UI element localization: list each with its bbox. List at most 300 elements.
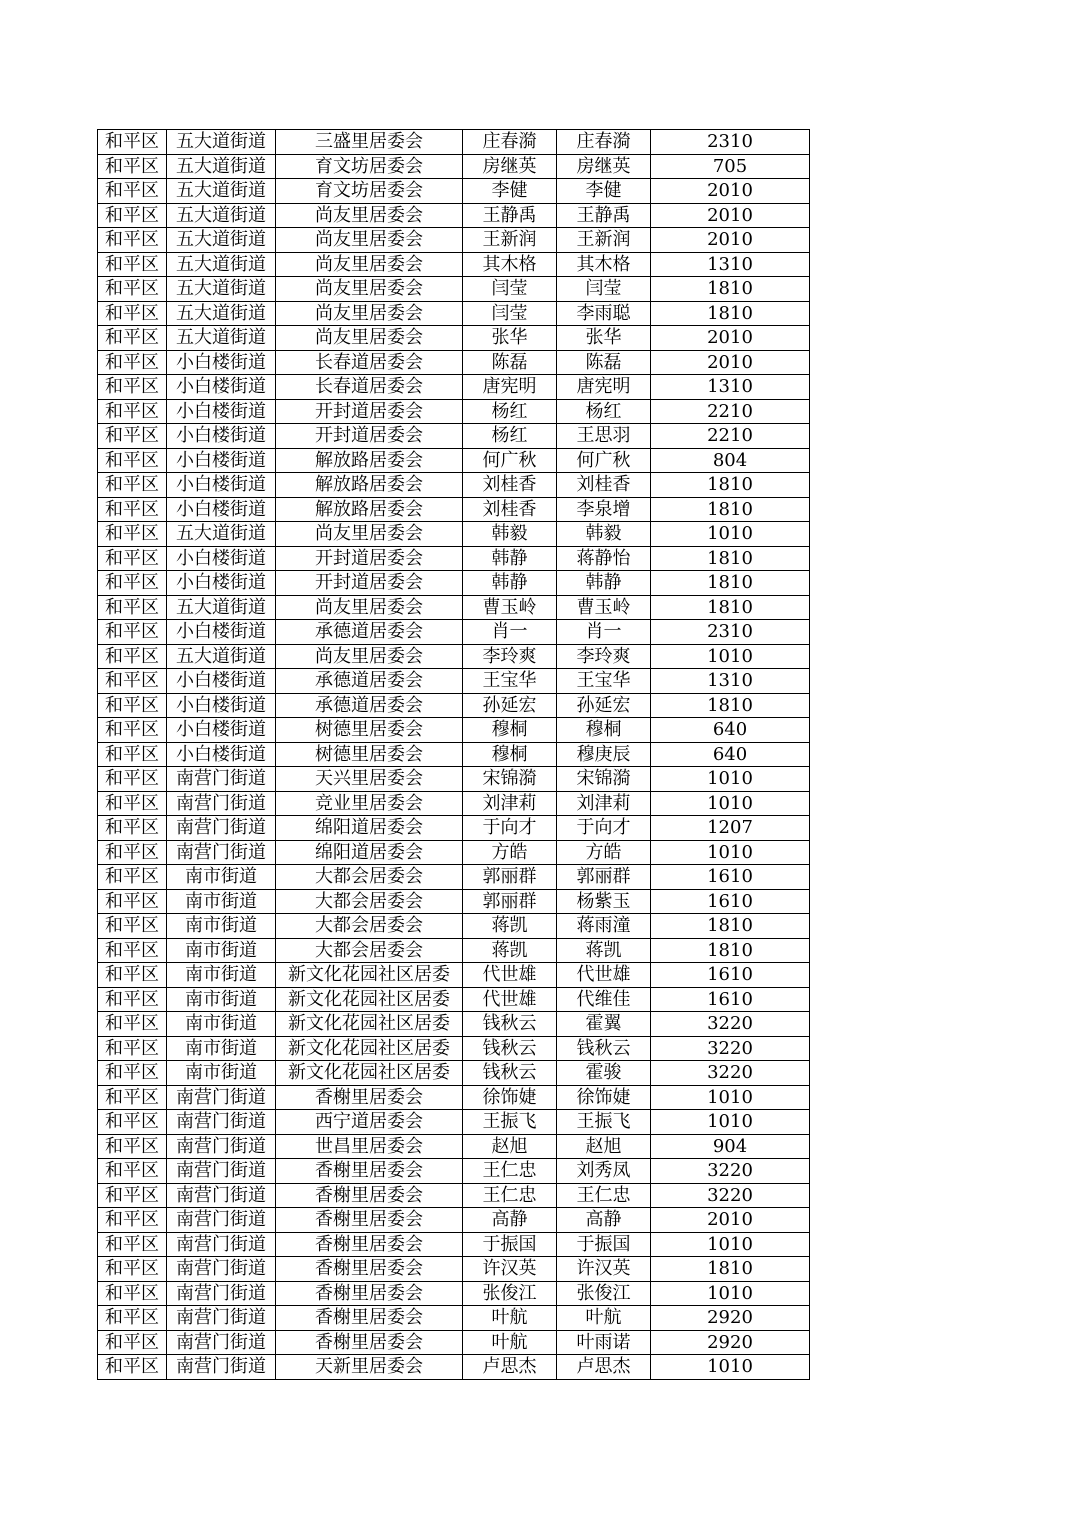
street-cell: 南市街道 <box>167 963 276 988</box>
table-row <box>98 767 810 792</box>
member-cell: 王振飞 <box>557 1110 651 1135</box>
district-cell: 和平区 <box>98 669 167 694</box>
amount-cell: 2010 <box>651 203 810 228</box>
member-cell: 王新润 <box>557 228 651 253</box>
member-cell: 高静 <box>557 1208 651 1233</box>
committee-cell: 大都会居委会 <box>276 865 463 890</box>
committee-cell: 香榭里居委会 <box>276 1208 463 1233</box>
district-cell: 和平区 <box>98 693 167 718</box>
member-cell: 房继英 <box>557 154 651 179</box>
amount-cell: 1810 <box>651 546 810 571</box>
amount-cell: 1810 <box>651 595 810 620</box>
amount-cell: 1610 <box>651 889 810 914</box>
district-cell: 和平区 <box>98 546 167 571</box>
district-cell: 和平区 <box>98 154 167 179</box>
district-cell: 和平区 <box>98 473 167 498</box>
amount-cell: 1610 <box>651 987 810 1012</box>
committee-cell: 开封道居委会 <box>276 571 463 596</box>
member-cell: 代世雄 <box>557 963 651 988</box>
district-cell: 和平区 <box>98 816 167 841</box>
committee-cell: 尚友里居委会 <box>276 644 463 669</box>
member-cell: 穆庚辰 <box>557 742 651 767</box>
committee-cell: 香榭里居委会 <box>276 1257 463 1282</box>
district-cell: 和平区 <box>98 571 167 596</box>
amount-cell: 705 <box>651 154 810 179</box>
member-cell: 叶雨诺 <box>557 1330 651 1355</box>
applicant-cell: 杨红 <box>463 399 557 424</box>
applicant-cell: 王仁忠 <box>463 1183 557 1208</box>
district-cell: 和平区 <box>98 840 167 865</box>
applicant-cell: 代世雄 <box>463 987 557 1012</box>
applicant-cell: 陈磊 <box>463 350 557 375</box>
committee-cell: 承德道居委会 <box>276 620 463 645</box>
member-cell: 赵旭 <box>557 1134 651 1159</box>
applicant-cell: 蒋凯 <box>463 914 557 939</box>
street-cell: 小白楼街道 <box>167 693 276 718</box>
amount-cell: 1810 <box>651 693 810 718</box>
amount-cell: 1207 <box>651 816 810 841</box>
table-row <box>98 203 810 228</box>
district-cell: 和平区 <box>98 1036 167 1061</box>
applicant-cell: 郭丽群 <box>463 865 557 890</box>
district-cell: 和平区 <box>98 1306 167 1331</box>
district-cell: 和平区 <box>98 644 167 669</box>
table-row <box>98 938 810 963</box>
street-cell: 南市街道 <box>167 987 276 1012</box>
applicant-cell: 张俊江 <box>463 1281 557 1306</box>
amount-cell: 2920 <box>651 1330 810 1355</box>
district-cell: 和平区 <box>98 203 167 228</box>
amount-cell: 904 <box>651 1134 810 1159</box>
amount-cell: 1810 <box>651 473 810 498</box>
table-row <box>98 718 810 743</box>
member-cell: 何广秋 <box>557 448 651 473</box>
member-cell: 王宝华 <box>557 669 651 694</box>
member-cell: 穆桐 <box>557 718 651 743</box>
applicant-cell: 叶航 <box>463 1306 557 1331</box>
district-cell: 和平区 <box>98 1257 167 1282</box>
street-cell: 南市街道 <box>167 914 276 939</box>
district-cell: 和平区 <box>98 179 167 204</box>
street-cell: 南营门街道 <box>167 1330 276 1355</box>
table-row <box>98 644 810 669</box>
applicant-cell: 王静禹 <box>463 203 557 228</box>
amount-cell: 2010 <box>651 350 810 375</box>
member-cell: 于向才 <box>557 816 651 841</box>
member-cell: 韩静 <box>557 571 651 596</box>
member-cell: 钱秋云 <box>557 1036 651 1061</box>
amount-cell: 1010 <box>651 1110 810 1135</box>
committee-cell: 树德里居委会 <box>276 742 463 767</box>
table-row <box>98 375 810 400</box>
applicant-cell: 李玲爽 <box>463 644 557 669</box>
amount-cell: 3220 <box>651 1012 810 1037</box>
table-row <box>98 1208 810 1233</box>
table-row <box>98 1306 810 1331</box>
table-row <box>98 742 810 767</box>
member-cell: 庄春漪 <box>557 130 651 155</box>
member-cell: 王思羽 <box>557 424 651 449</box>
street-cell: 南市街道 <box>167 938 276 963</box>
member-cell: 孙延宏 <box>557 693 651 718</box>
street-cell: 小白楼街道 <box>167 718 276 743</box>
table-row <box>98 252 810 277</box>
table-row <box>98 620 810 645</box>
member-cell: 于振国 <box>557 1232 651 1257</box>
amount-cell: 1010 <box>651 1355 810 1380</box>
street-cell: 五大道街道 <box>167 130 276 155</box>
member-cell: 闫莹 <box>557 277 651 302</box>
table-row <box>98 350 810 375</box>
applicant-cell: 宋锦漪 <box>463 767 557 792</box>
applicant-cell: 叶航 <box>463 1330 557 1355</box>
applicant-cell: 韩静 <box>463 546 557 571</box>
table-row <box>98 1134 810 1159</box>
member-cell: 刘秀凤 <box>557 1159 651 1184</box>
amount-cell: 1610 <box>651 963 810 988</box>
committee-cell: 开封道居委会 <box>276 546 463 571</box>
committee-cell: 尚友里居委会 <box>276 203 463 228</box>
member-cell: 蒋静怡 <box>557 546 651 571</box>
street-cell: 南营门街道 <box>167 1085 276 1110</box>
member-cell: 王仁忠 <box>557 1183 651 1208</box>
applicant-cell: 曹玉岭 <box>463 595 557 620</box>
amount-cell: 1010 <box>651 1232 810 1257</box>
applicant-cell: 钱秋云 <box>463 1061 557 1086</box>
committee-cell: 三盛里居委会 <box>276 130 463 155</box>
member-cell: 肖一 <box>557 620 651 645</box>
applicant-cell: 闫莹 <box>463 277 557 302</box>
applicant-cell: 何广秋 <box>463 448 557 473</box>
amount-cell: 1810 <box>651 1257 810 1282</box>
street-cell: 五大道街道 <box>167 179 276 204</box>
applicant-cell: 穆桐 <box>463 718 557 743</box>
street-cell: 南市街道 <box>167 889 276 914</box>
committee-cell: 大都会居委会 <box>276 889 463 914</box>
street-cell: 五大道街道 <box>167 326 276 351</box>
committee-cell: 长春道居委会 <box>276 350 463 375</box>
table-row <box>98 228 810 253</box>
district-cell: 和平区 <box>98 889 167 914</box>
amount-cell: 1810 <box>651 914 810 939</box>
applicant-cell: 卢思杰 <box>463 1355 557 1380</box>
street-cell: 南营门街道 <box>167 1355 276 1380</box>
table-row <box>98 473 810 498</box>
committee-cell: 尚友里居委会 <box>276 595 463 620</box>
member-cell: 代维佳 <box>557 987 651 1012</box>
member-cell: 其木格 <box>557 252 651 277</box>
street-cell: 南营门街道 <box>167 1232 276 1257</box>
member-cell: 宋锦漪 <box>557 767 651 792</box>
committee-cell: 香榭里居委会 <box>276 1159 463 1184</box>
applicant-cell: 张华 <box>463 326 557 351</box>
committee-cell: 尚友里居委会 <box>276 522 463 547</box>
street-cell: 小白楼街道 <box>167 742 276 767</box>
street-cell: 南营门街道 <box>167 1281 276 1306</box>
committee-cell: 新文化花园社区居委 <box>276 1012 463 1037</box>
district-cell: 和平区 <box>98 1281 167 1306</box>
member-cell: 蒋凯 <box>557 938 651 963</box>
amount-cell: 2920 <box>651 1306 810 1331</box>
table-row <box>98 963 810 988</box>
street-cell: 小白楼街道 <box>167 546 276 571</box>
member-cell: 刘桂香 <box>557 473 651 498</box>
member-cell: 方皓 <box>557 840 651 865</box>
district-cell: 和平区 <box>98 1159 167 1184</box>
table-row <box>98 1183 810 1208</box>
applicant-cell: 于振国 <box>463 1232 557 1257</box>
member-cell: 许汉英 <box>557 1257 651 1282</box>
street-cell: 五大道街道 <box>167 228 276 253</box>
street-cell: 南营门街道 <box>167 1208 276 1233</box>
street-cell: 小白楼街道 <box>167 669 276 694</box>
member-cell: 叶航 <box>557 1306 651 1331</box>
street-cell: 五大道街道 <box>167 154 276 179</box>
data-table <box>97 129 810 1380</box>
table-row <box>98 914 810 939</box>
applicant-cell: 许汉英 <box>463 1257 557 1282</box>
member-cell: 李泉增 <box>557 497 651 522</box>
applicant-cell: 钱秋云 <box>463 1036 557 1061</box>
applicant-cell: 庄春漪 <box>463 130 557 155</box>
table-row <box>98 546 810 571</box>
applicant-cell: 王仁忠 <box>463 1159 557 1184</box>
amount-cell: 1310 <box>651 375 810 400</box>
district-cell: 和平区 <box>98 620 167 645</box>
table-row <box>98 179 810 204</box>
applicant-cell: 孙延宏 <box>463 693 557 718</box>
applicant-cell: 李健 <box>463 179 557 204</box>
table-row <box>98 277 810 302</box>
street-cell: 五大道街道 <box>167 644 276 669</box>
committee-cell: 新文化花园社区居委 <box>276 1061 463 1086</box>
applicant-cell: 王新润 <box>463 228 557 253</box>
member-cell: 郭丽群 <box>557 865 651 890</box>
amount-cell: 2310 <box>651 130 810 155</box>
table-row <box>98 1036 810 1061</box>
applicant-cell: 王宝华 <box>463 669 557 694</box>
applicant-cell: 房继英 <box>463 154 557 179</box>
district-cell: 和平区 <box>98 938 167 963</box>
district-cell: 和平区 <box>98 522 167 547</box>
district-cell: 和平区 <box>98 987 167 1012</box>
committee-cell: 尚友里居委会 <box>276 301 463 326</box>
street-cell: 五大道街道 <box>167 203 276 228</box>
street-cell: 小白楼街道 <box>167 448 276 473</box>
committee-cell: 尚友里居委会 <box>276 277 463 302</box>
table-row <box>98 301 810 326</box>
committee-cell: 香榭里居委会 <box>276 1085 463 1110</box>
amount-cell: 3220 <box>651 1061 810 1086</box>
street-cell: 南市街道 <box>167 865 276 890</box>
table-row <box>98 1257 810 1282</box>
table-row <box>98 399 810 424</box>
street-cell: 小白楼街道 <box>167 497 276 522</box>
table-row <box>98 1012 810 1037</box>
table-row <box>98 1159 810 1184</box>
street-cell: 五大道街道 <box>167 301 276 326</box>
street-cell: 南营门街道 <box>167 1134 276 1159</box>
table-row <box>98 889 810 914</box>
committee-cell: 世昌里居委会 <box>276 1134 463 1159</box>
committee-cell: 香榭里居委会 <box>276 1281 463 1306</box>
amount-cell: 1010 <box>651 1085 810 1110</box>
district-cell: 和平区 <box>98 791 167 816</box>
committee-cell: 育文坊居委会 <box>276 179 463 204</box>
street-cell: 小白楼街道 <box>167 424 276 449</box>
district-cell: 和平区 <box>98 963 167 988</box>
applicant-cell: 代世雄 <box>463 963 557 988</box>
committee-cell: 解放路居委会 <box>276 497 463 522</box>
street-cell: 小白楼街道 <box>167 350 276 375</box>
amount-cell: 1810 <box>651 301 810 326</box>
table-row <box>98 1330 810 1355</box>
member-cell: 霍翼 <box>557 1012 651 1037</box>
applicant-cell: 蒋凯 <box>463 938 557 963</box>
street-cell: 南营门街道 <box>167 1257 276 1282</box>
member-cell: 王静禹 <box>557 203 651 228</box>
member-cell: 徐饰婕 <box>557 1085 651 1110</box>
table-row <box>98 1281 810 1306</box>
table-row <box>98 424 810 449</box>
district-cell: 和平区 <box>98 595 167 620</box>
committee-cell: 开封道居委会 <box>276 399 463 424</box>
table-row <box>98 865 810 890</box>
member-cell: 李雨聪 <box>557 301 651 326</box>
committee-cell: 天兴里居委会 <box>276 767 463 792</box>
street-cell: 五大道街道 <box>167 522 276 547</box>
member-cell: 杨紫玉 <box>557 889 651 914</box>
member-cell: 张华 <box>557 326 651 351</box>
committee-cell: 香榭里居委会 <box>276 1232 463 1257</box>
member-cell: 唐宪明 <box>557 375 651 400</box>
table-row <box>98 1110 810 1135</box>
table-row <box>98 791 810 816</box>
street-cell: 南市街道 <box>167 1061 276 1086</box>
street-cell: 五大道街道 <box>167 277 276 302</box>
committee-cell: 天新里居委会 <box>276 1355 463 1380</box>
committee-cell: 新文化花园社区居委 <box>276 987 463 1012</box>
applicant-cell: 韩毅 <box>463 522 557 547</box>
district-cell: 和平区 <box>98 350 167 375</box>
amount-cell: 2010 <box>651 1208 810 1233</box>
table-row <box>98 130 810 155</box>
applicant-cell: 郭丽群 <box>463 889 557 914</box>
amount-cell: 3220 <box>651 1183 810 1208</box>
amount-cell: 2210 <box>651 424 810 449</box>
committee-cell: 香榭里居委会 <box>276 1183 463 1208</box>
amount-cell: 1010 <box>651 644 810 669</box>
committee-cell: 尚友里居委会 <box>276 326 463 351</box>
table-row <box>98 1232 810 1257</box>
member-cell: 陈磊 <box>557 350 651 375</box>
table-row <box>98 669 810 694</box>
table-row <box>98 1061 810 1086</box>
table-row <box>98 571 810 596</box>
amount-cell: 1810 <box>651 497 810 522</box>
amount-cell: 3220 <box>651 1159 810 1184</box>
table-row <box>98 522 810 547</box>
amount-cell: 3220 <box>651 1036 810 1061</box>
applicant-cell: 穆桐 <box>463 742 557 767</box>
district-cell: 和平区 <box>98 301 167 326</box>
committee-cell: 尚友里居委会 <box>276 228 463 253</box>
district-cell: 和平区 <box>98 767 167 792</box>
street-cell: 南市街道 <box>167 1036 276 1061</box>
street-cell: 小白楼街道 <box>167 399 276 424</box>
member-cell: 韩毅 <box>557 522 651 547</box>
amount-cell: 1810 <box>651 938 810 963</box>
district-cell: 和平区 <box>98 1208 167 1233</box>
amount-cell: 1310 <box>651 669 810 694</box>
street-cell: 南营门街道 <box>167 1183 276 1208</box>
street-cell: 南市街道 <box>167 1012 276 1037</box>
amount-cell: 1010 <box>651 840 810 865</box>
district-cell: 和平区 <box>98 375 167 400</box>
district-cell: 和平区 <box>98 1085 167 1110</box>
street-cell: 小白楼街道 <box>167 620 276 645</box>
amount-cell: 1010 <box>651 791 810 816</box>
district-cell: 和平区 <box>98 1355 167 1380</box>
street-cell: 小白楼街道 <box>167 473 276 498</box>
district-cell: 和平区 <box>98 865 167 890</box>
street-cell: 五大道街道 <box>167 595 276 620</box>
member-cell: 李玲爽 <box>557 644 651 669</box>
district-cell: 和平区 <box>98 1012 167 1037</box>
street-cell: 南营门街道 <box>167 791 276 816</box>
applicant-cell: 徐饰婕 <box>463 1085 557 1110</box>
district-cell: 和平区 <box>98 718 167 743</box>
amount-cell: 1610 <box>651 865 810 890</box>
table-row <box>98 840 810 865</box>
amount-cell: 640 <box>651 742 810 767</box>
table-row <box>98 987 810 1012</box>
applicant-cell: 其木格 <box>463 252 557 277</box>
applicant-cell: 方皓 <box>463 840 557 865</box>
table-row <box>98 448 810 473</box>
district-cell: 和平区 <box>98 228 167 253</box>
amount-cell: 1810 <box>651 571 810 596</box>
district-cell: 和平区 <box>98 252 167 277</box>
applicant-cell: 赵旭 <box>463 1134 557 1159</box>
street-cell: 南营门街道 <box>167 840 276 865</box>
district-cell: 和平区 <box>98 1232 167 1257</box>
committee-cell: 绵阳道居委会 <box>276 840 463 865</box>
committee-cell: 尚友里居委会 <box>276 252 463 277</box>
member-cell: 刘津莉 <box>557 791 651 816</box>
table-row <box>98 816 810 841</box>
table-row <box>98 1085 810 1110</box>
committee-cell: 解放路居委会 <box>276 448 463 473</box>
table-row <box>98 154 810 179</box>
amount-cell: 2010 <box>651 326 810 351</box>
amount-cell: 1010 <box>651 522 810 547</box>
table-row <box>98 693 810 718</box>
table-row <box>98 497 810 522</box>
amount-cell: 1310 <box>651 252 810 277</box>
street-cell: 南营门街道 <box>167 767 276 792</box>
committee-cell: 香榭里居委会 <box>276 1306 463 1331</box>
member-cell: 卢思杰 <box>557 1355 651 1380</box>
committee-cell: 大都会居委会 <box>276 938 463 963</box>
amount-cell: 2210 <box>651 399 810 424</box>
district-cell: 和平区 <box>98 448 167 473</box>
committee-cell: 大都会居委会 <box>276 914 463 939</box>
committee-cell: 树德里居委会 <box>276 718 463 743</box>
amount-cell: 1810 <box>651 277 810 302</box>
applicant-cell: 钱秋云 <box>463 1012 557 1037</box>
amount-cell: 1010 <box>651 767 810 792</box>
